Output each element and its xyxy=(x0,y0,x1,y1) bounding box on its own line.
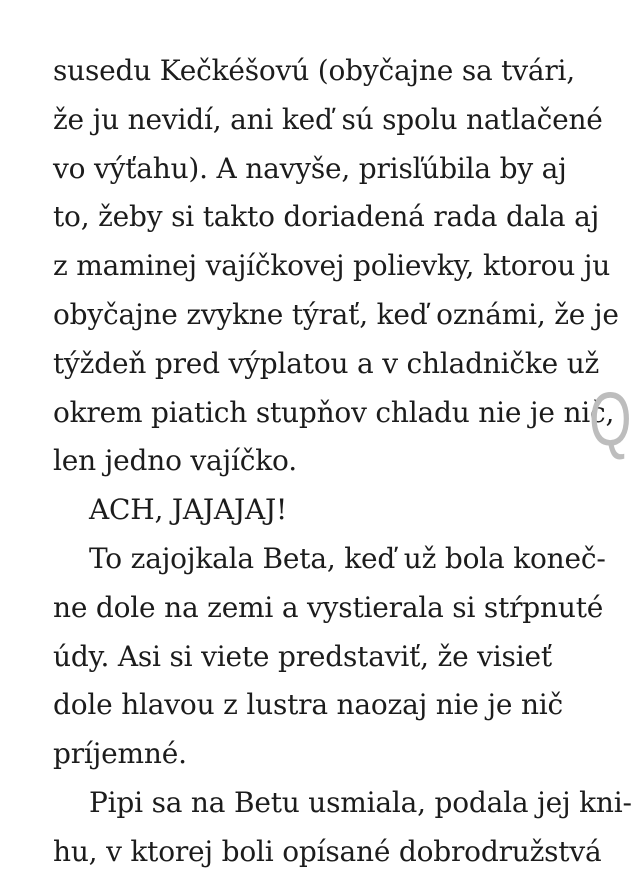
text-line: dole hlavou z lustra naozaj nie je nič xyxy=(53,688,564,722)
text-line: obyčajne zvykne týrať, keď oznámi, že je xyxy=(53,297,619,331)
text-line-paragraph-start: Pipi sa na Betu usmiala, podala jej kni- xyxy=(89,785,632,819)
text-line: z maminej vajíčkovej polievky, ktorou ju xyxy=(53,249,611,283)
text-line: okrem piatich stupňov chladu nie je nič, xyxy=(53,395,615,429)
text-line: týždeň pred výplatou a v chladničke už xyxy=(53,346,600,380)
text-line: susedu Kečkéšovú (obyčajne sa tvári, xyxy=(53,54,575,87)
body-text xyxy=(53,47,632,877)
margin-tab-letter: Q xyxy=(589,377,632,462)
text-line-paragraph-start: To zajojkala Beta, keď už bola koneč- xyxy=(89,541,606,575)
text-line: hu, v ktorej boli opísané dobrodružstvá xyxy=(53,834,602,868)
text-line: príjemné. xyxy=(53,737,187,771)
text-line: vo výťahu). A navyše, prisľúbila by aj xyxy=(53,151,567,185)
text-line: že ju nevidí, ani keď sú spolu natlačené xyxy=(53,102,603,136)
text-line-exclamation: ACH, JAJAJAJ! xyxy=(89,493,288,527)
text-line: údy. Asi si viete predstaviť, že visieť xyxy=(53,639,552,673)
text-line: ne dole na zemi a vystierala si stŕpnuté xyxy=(53,590,604,624)
text-line: len jedno vajíčko. xyxy=(53,444,297,478)
text-line: to, žeby si takto doriadená rada dala aj xyxy=(53,200,600,234)
